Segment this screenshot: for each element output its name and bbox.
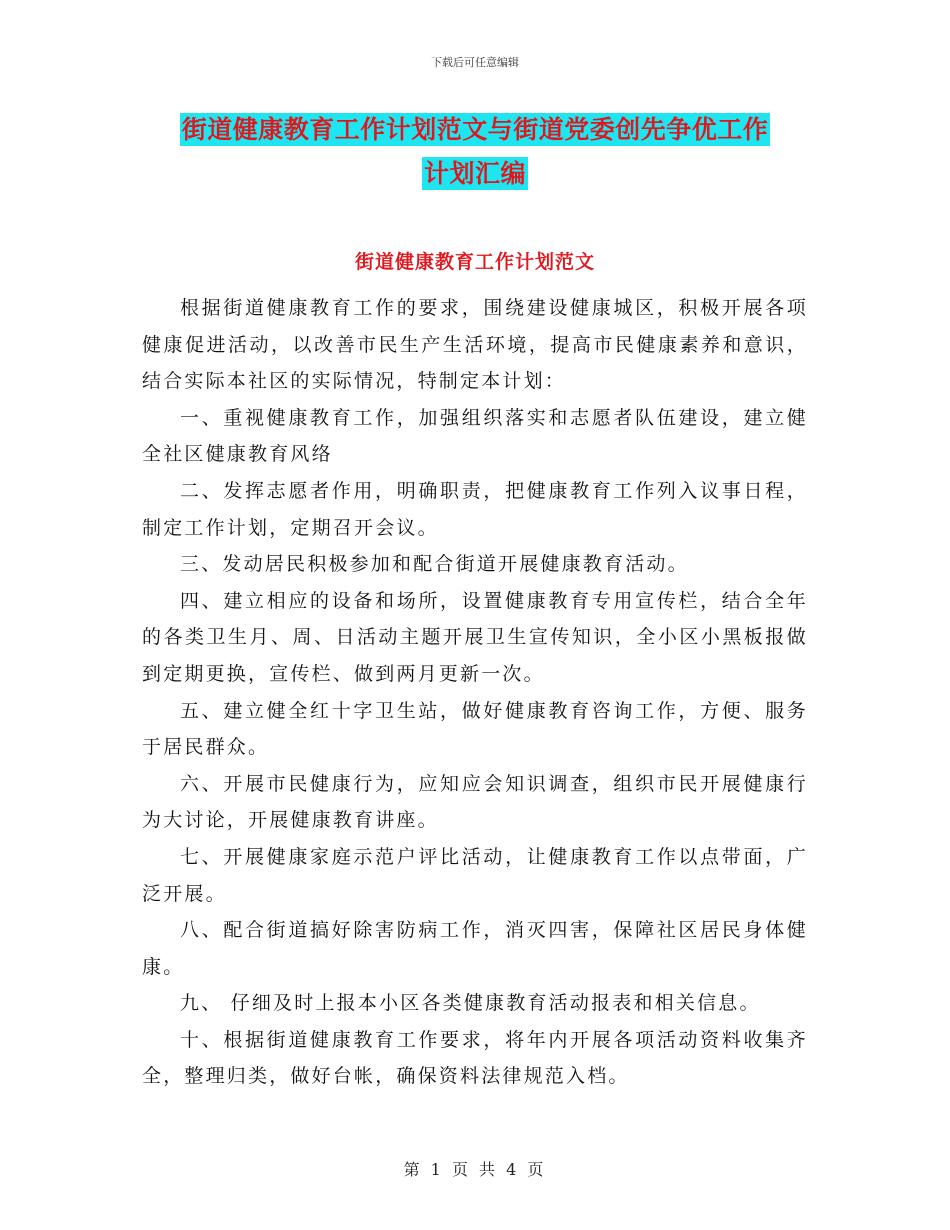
paragraph-item-1: 一、重视健康教育工作，加强组织落实和志愿者队伍建设，建立健全社区健康教育风络 [142, 406, 808, 466]
page-number-footer: 第 1 页 共 4 页 [403, 1160, 547, 1179]
document-title-line2: 计划汇编 [423, 159, 526, 188]
section-title: 街道健康教育工作计划范文 [354, 251, 595, 273]
paragraph-item-5: 五、建立健全红十字卫生站，做好健康教育咨询工作，方便、服务于居民群众。 [142, 699, 808, 759]
paragraph-item-7: 七、开展健康家庭示范户评比活动，让健康教育工作以点带面，广泛开展。 [142, 845, 808, 905]
paragraph-item-8: 八、配合街道搞好除害防病工作，消灭四害，保障社区居民身体健康。 [142, 919, 808, 978]
paragraph-item-4: 四、建立相应的设备和场所，设置健康教育专用宣传栏，结合全年的各类卫生月、周、日活动主题开展卫生宣传知识，全小区小黑板报做到定期更换，宣传栏、做到两月更新一次。 [142, 589, 808, 685]
document-body [142, 290, 808, 1095]
document-title [120, 108, 830, 196]
paragraph-intro: 根据街道健康教育工作的要求，围绕建设健康城区，积极开展各项健康促进活动，以改善市民生产生活环境，提高市民健康素养和意识，结合实际本社区的实际情况，特制定本计划： [142, 297, 808, 393]
paragraph-item-9: 九、 仔细及时上报本小区各类健康教育活动报表和相关信息。 [180, 992, 761, 1015]
paragraph-item-2: 二、发挥志愿者作用，明确职责，把健康教育工作列入议事日程，制定工作计划，定期召开会议。 [142, 479, 808, 539]
paragraph-item-3: 三、发动居民积极参加和配合街道开展健康教育活动。 [180, 553, 689, 576]
header-note: 下载后可任意编辑 [431, 56, 519, 69]
paragraph-item-10: 十、根据街道健康教育工作要求，将年内开展各项活动资料收集齐全，整理归类，做好台帐，确保资料法律规范入档。 [142, 1028, 808, 1088]
document-title-line1: 街道健康教育工作计划范文与街道党委创先争优工作 [181, 115, 769, 144]
paragraph-item-6: 六、开展市民健康行为，应知应会知识调查，组织市民开展健康行为大讨论，开展健康教育讲座。 [142, 772, 808, 832]
